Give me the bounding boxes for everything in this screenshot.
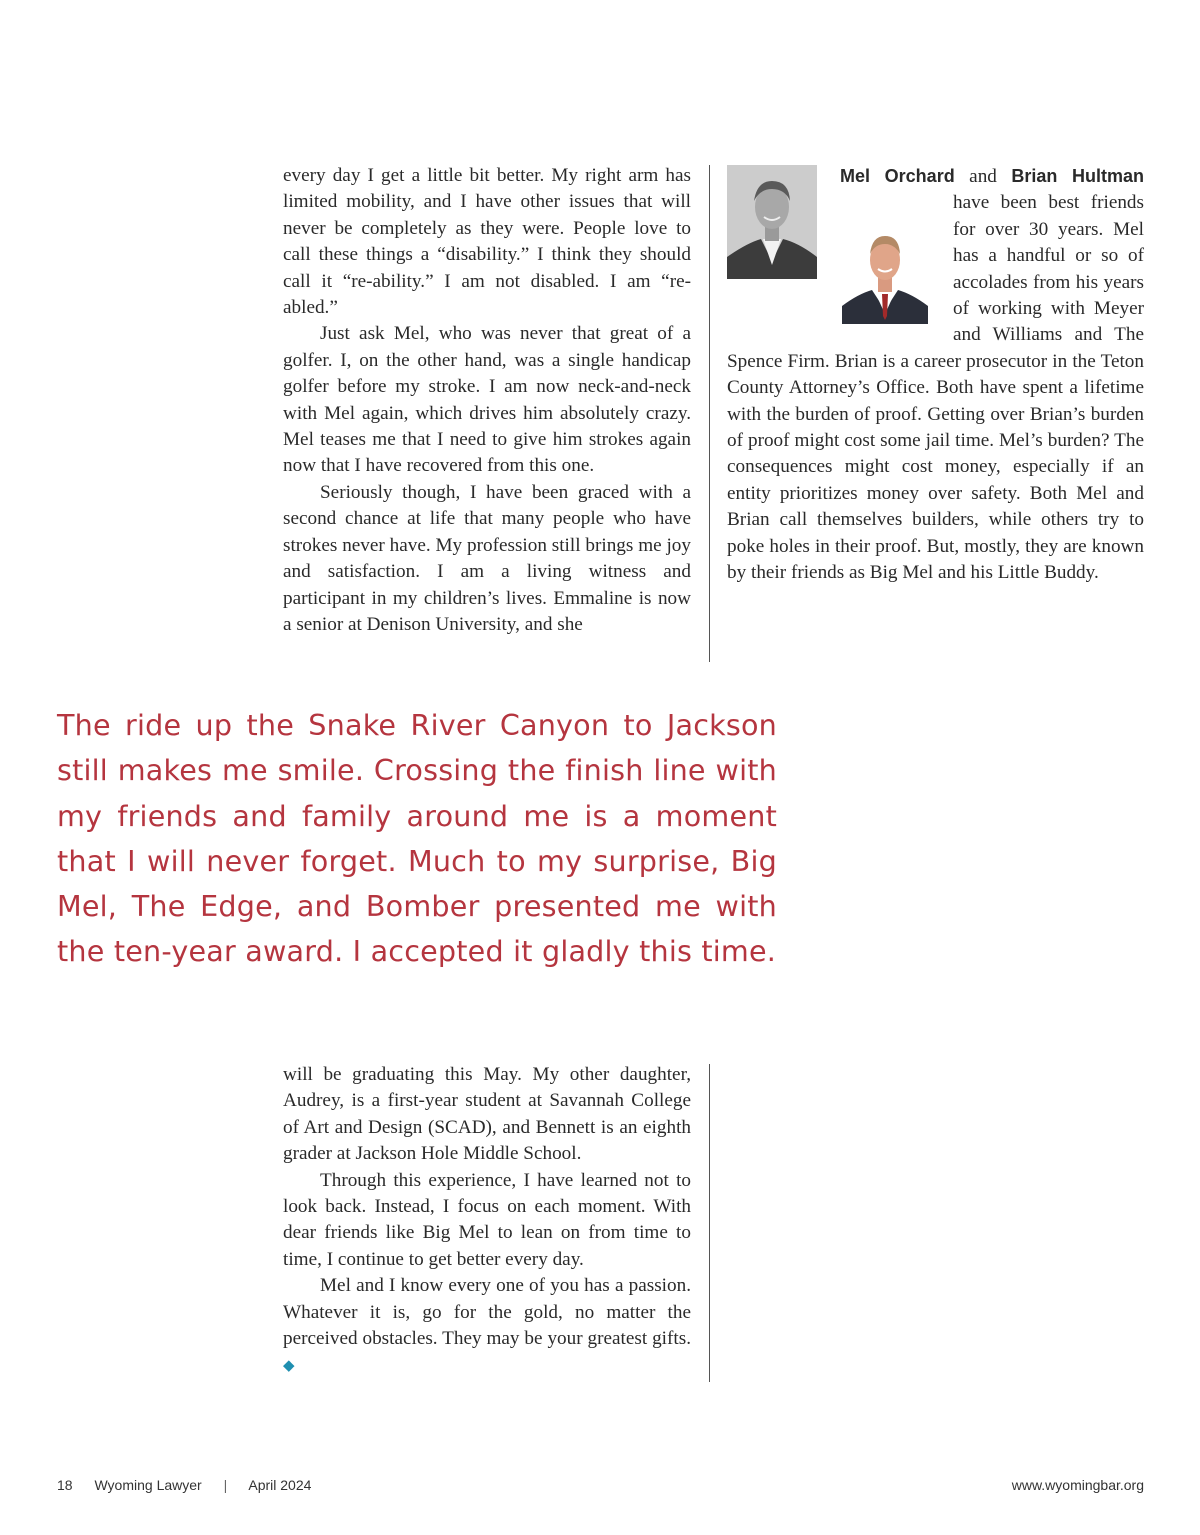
page-number: 18 xyxy=(57,1477,73,1493)
paragraph: Just ask Mel, who was never that great of a golfer. I, on the other hand, was a single handicap golfer before my stroke. I am now neck-and-neck with Mel again, which drives him absolutely crazy. Mel teases me that I need to give him strokes again now that I have recovered from this one. xyxy=(283,323,691,477)
issue-date: April 2024 xyxy=(248,1477,312,1493)
website-link[interactable]: www.wyomingbar.org xyxy=(1011,1477,1144,1493)
author-name-1: Mel Orchard xyxy=(840,166,955,186)
author-bio-text: have been best friends for over 30 years. Mel has a handful or so of accolades from his years of working with Meyer and Williams and The Spence Firm. Brian is a career prosecutor in the Teton County Attorney’s Office. Both have spent a lifetime with the burden of proof. Getting over Brian’s burden of proof might cost some jail time. Mel’s burden? The consequences might cost money, especially if an entity prioritizes money over safety. Both Mel and Brian call themselves builders, while others try to poke holes in their proof. But, mostly, they are known by their friends as Big Mel and his Little Buddy. xyxy=(727,192,1144,584)
paragraph: Seriously though, I have been graced with a second chance at life that many people who have strokes never have. My profession still brings me joy and satisfaction. I am a living witness and participant in my children’s lives. Emmaline is now a senior at Denison University, and she xyxy=(283,481,691,635)
paragraph: Through this experience, I have learned not to look back. Instead, I focus on each moment. With dear friends like Big Mel to lean on from time to time, I continue to get better every day. xyxy=(283,1169,691,1270)
paragraph: every day I get a little bit better. My right arm has limited mobility, and I have other issues that will never be completely as they were. People love to call these things a “disability.” I think they should call it “re-ability.” I am not disabled. I am “re-abled.” xyxy=(283,165,691,319)
photo-mel-orchard xyxy=(727,165,817,279)
article-column-bottom xyxy=(283,1062,691,1380)
author-bio xyxy=(727,163,1144,587)
publication-name: Wyoming Lawyer xyxy=(94,1477,202,1493)
column-divider-top xyxy=(709,165,710,662)
end-mark-diamond-icon: ◆ xyxy=(283,1358,295,1375)
author-name-2: Brian Hultman xyxy=(1011,166,1145,186)
author-conjunction: and xyxy=(969,166,997,187)
article-column-top xyxy=(283,163,691,638)
footer-separator: | xyxy=(223,1477,228,1493)
photo-brian-hultman xyxy=(840,224,930,324)
pull-quote: The ride up the Snake River Canyon to Jackson still makes me smile. Crossing the finish line with my friends and family around me is a moment that I will never forget. Much to my surprise, Big Mel, The Edge, and Bomber presented me with the ten-year award. I accepted it gladly this time. xyxy=(57,708,777,969)
column-divider-bottom xyxy=(709,1064,710,1382)
paragraph-text: Mel and I know every one of you has a passion. Whatever it is, go for the gold, no matter the perceived obstacles. They may be your greatest gifts. xyxy=(283,1275,691,1350)
page-footer xyxy=(57,1477,1144,1493)
paragraph: will be graduating this May. My other daughter, Audrey, is a first-year student at Savannah College of Art and Design (SCAD), and Bennett is an eighth grader at Jackson Hole Middle School. xyxy=(283,1064,691,1165)
paragraph xyxy=(283,1273,691,1380)
